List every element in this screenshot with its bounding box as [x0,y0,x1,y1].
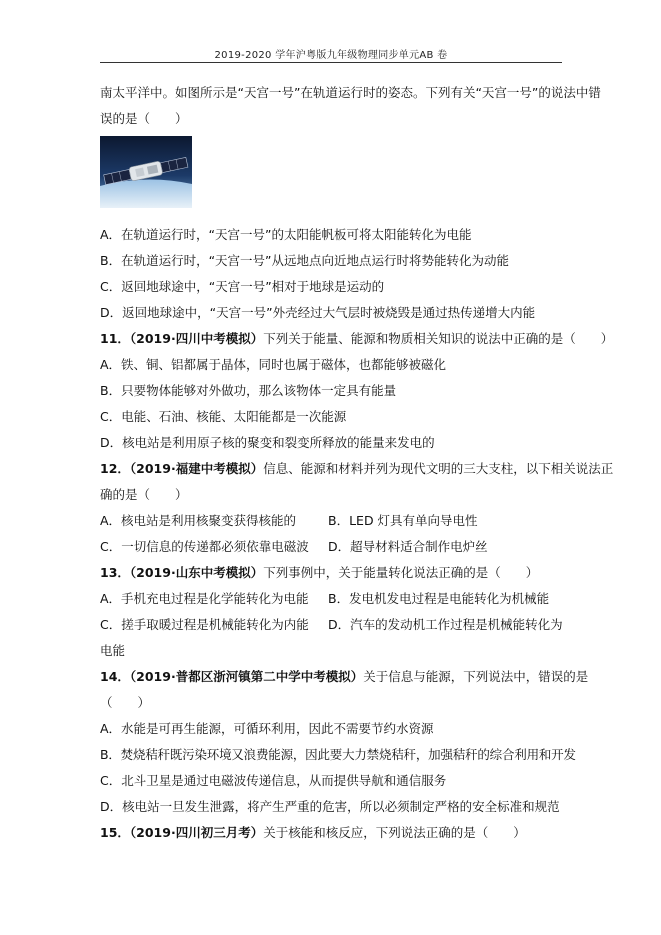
q13-source: （2019·山东中考模拟） [129,565,264,580]
header-divider [100,62,562,63]
q14-option-b: B．焚烧秸秆既污染环境又浪费能源，因此要大力禁烧秸秆，加强秸秆的综合利用和开发 [100,747,576,762]
q13-option-d: D．汽车的发动机工作过程是机械能转化为 [328,617,563,632]
q12-number: 12． [100,461,130,476]
q12-stem-text: 信息、能源和材料并列为现代文明的三大支柱，以下相关说法正 [263,461,614,476]
q14-stem-text: 关于信息与能源，下列说法中，错误的是 [363,669,589,684]
q14-source: （2019·普都区浙河镇第二中学中考模拟） [129,669,364,684]
q14-stem [100,664,589,690]
q10-option-b: B．在轨道运行时，“天宫一号”从远地点向近地点运行时将势能转化为动能 [100,253,510,268]
satellite-photo-icon [100,136,192,208]
q14-stem-cont: （ ） [100,695,151,710]
q13-option-c: C．搓手取暖过程是机械能转化为内能 [100,617,309,632]
q12-source: （2019·福建中考模拟） [129,461,264,476]
q13-stem [100,560,570,586]
q11-stem-text: 下列关于能量、能源和物质相关知识的说法中正确的是（ ） [263,331,614,346]
q14-option-d: D．核电站一旦发生泄露，将产生严重的危害，所以必须制定严格的安全标准和规范 [100,799,560,814]
satellite-figure [100,132,570,222]
q11-number: 11． [100,331,130,346]
q11-option-a: A．铁、铜、铝都属于晶体，同时也属于磁体，也都能够被磁化 [100,357,447,372]
intro-line-2: 误的是（ ） [100,111,188,126]
q13-number: 13． [100,565,130,580]
q14-option-a: A．水能是可再生能源，可循环利用，因此不需要节约水资源 [100,721,434,736]
q13-options-row-1 [100,586,570,612]
q11-option-c: C．电能、石油、核能、太阳能都是一次能源 [100,409,347,424]
q12-stem-cont: 确的是（ ） [100,487,188,502]
q13-option-d-cont: 电能 [100,643,126,658]
document-body [100,80,614,846]
q13-stem-text: 下列事例中，关于能量转化说法正确的是（ ） [263,565,539,580]
q12-stem [100,456,614,482]
q15-source: （2019·四川初三月考） [129,825,264,840]
q10-option-c: C．返回地球途中，“天宫一号”相对于地球是运动的 [100,279,385,294]
q12-option-a: A．核电站是利用核聚变获得核能的 [100,513,297,528]
intro-line-1: 南太平洋中。如图所示是“天宫一号”在轨道运行时的姿态。下列有关“天宫一号”的说法中错 [100,85,601,100]
q11-option-d: D．核电站是利用原子核的聚变和裂变所释放的能量来发电的 [100,435,435,450]
q15-number: 15． [100,825,130,840]
q13-options-row-2 [100,612,570,638]
q12-options-row-1 [100,508,570,534]
q15-stem-text: 关于核能和核反应，下列说法正确的是（ ） [263,825,526,840]
q11-option-b: B．只要物体能够对外做功，那么该物体一定具有能量 [100,383,397,398]
q12-options-row-2 [100,534,570,560]
page-header: 2019-2020 学年沪粤版九年级物理同步单元AB 卷 [214,50,448,61]
q14-number: 14． [100,669,130,684]
q14-option-c: C．北斗卫星是通过电磁波传递信息，从而提供导航和通信服务 [100,773,447,788]
q12-option-d: D．超导材料适合制作电炉丝 [328,539,488,554]
q10-option-a: A．在轨道运行时，“天宫一号”的太阳能帆板可将太阳能转化为电能 [100,227,472,242]
q11-stem [100,326,614,352]
q12-option-c: C．一切信息的传递都必须依靠电磁波 [100,539,309,554]
q15-stem [100,820,570,846]
q11-source: （2019·四川中考模拟） [129,331,264,346]
q13-option-b: B．发电机发电过程是电能转化为机械能 [328,591,550,606]
q12-option-b: B．LED 灯具有单向导电性 [328,513,478,528]
q10-option-d: D．返回地球途中，“天宫一号”外壳经过大气层时被烧毁是通过热传递增大内能 [100,305,536,320]
q13-option-a: A．手机充电过程是化学能转化为电能 [100,591,309,606]
